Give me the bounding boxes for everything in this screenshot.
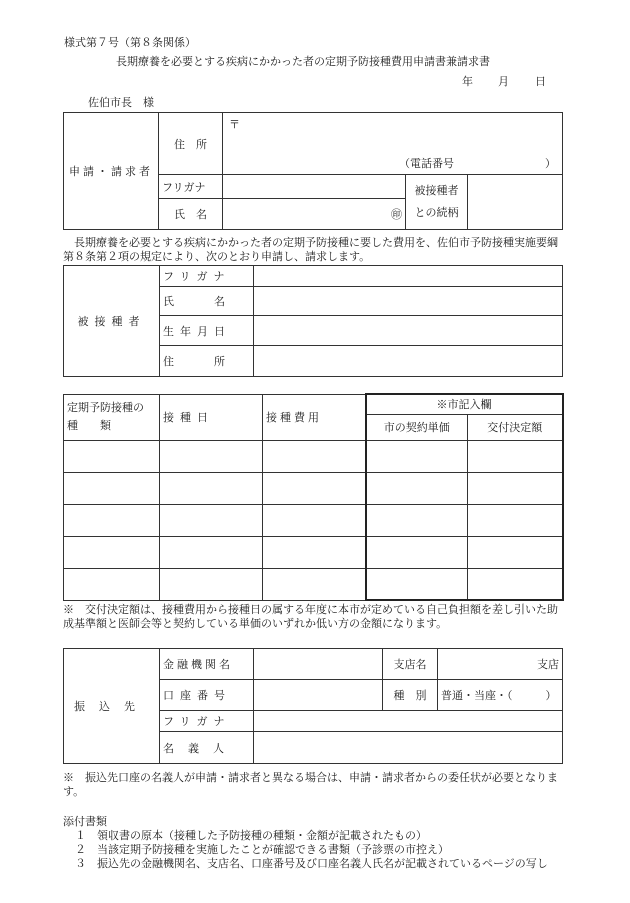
account-number-field[interactable] — [254, 680, 383, 711]
table-row — [64, 504, 563, 536]
unit-price-cell — [366, 440, 468, 472]
form-number: 様式第７号（第８条関係） — [64, 36, 196, 49]
col-vaccine-type-header — [64, 394, 160, 440]
vaccine-type-cell[interactable] — [64, 568, 160, 600]
vaccine-type-cell[interactable] — [64, 472, 160, 504]
applicant-name-field[interactable] — [223, 199, 406, 230]
birth-date-field[interactable] — [254, 316, 563, 346]
branch-suffix: 支店 — [537, 658, 559, 671]
unit-price-cell — [366, 504, 468, 536]
table-row — [64, 440, 563, 472]
col-grant-header: 交付決定額 — [468, 414, 563, 440]
furigana-label: フリガナ — [159, 175, 223, 199]
bank-section-label: 振込先 — [64, 649, 160, 764]
grant-cell — [468, 472, 563, 504]
unit-price-cell — [366, 568, 468, 600]
vaccinee-name-field[interactable] — [254, 287, 563, 316]
bank-name-field[interactable] — [254, 649, 383, 680]
vaccinee-table — [63, 265, 563, 377]
account-number-label: 口座番号 — [160, 680, 254, 711]
note-grant-amount: ※ 交付決定額は、接種費用から接種日の属する年度に本市が定めている自己負担額を差し引いた助成基準額と医師会等と契約している単価のいずれか低い方の金額になります。 — [63, 603, 558, 630]
vaccine-type-cell[interactable] — [64, 440, 160, 472]
holder-field[interactable] — [254, 732, 563, 764]
statement-text: 長期療養を必要とする疾病にかかった者の定期予防接種に要した費用を、佐伯市予防接種実施要綱第８条第２項の規定により、次のとおり申請し、請求します。 — [63, 236, 558, 263]
name-label: 氏 名 — [159, 199, 223, 230]
vaccinee-address-field[interactable] — [254, 346, 563, 377]
vaccination-cost-cell[interactable] — [263, 440, 366, 472]
vaccine-type-cell[interactable] — [64, 504, 160, 536]
relation-field[interactable] — [468, 175, 563, 230]
table-row — [64, 568, 563, 600]
vaccination-date-cell[interactable] — [160, 472, 263, 504]
grant-cell — [468, 568, 563, 600]
vaccination-cost-cell[interactable] — [263, 536, 366, 568]
vaccination-date-cell[interactable] — [160, 536, 263, 568]
col-date-header: 接種日 — [160, 394, 263, 440]
col-unit-price-header: 市の契約単価 — [366, 414, 468, 440]
branch-field[interactable] — [438, 649, 563, 680]
grant-cell — [468, 536, 563, 568]
relation-label-line1: 被接種者 — [414, 184, 459, 197]
city-section-header: ※市記入欄 — [366, 394, 563, 414]
holder-label: 名義人 — [160, 732, 254, 764]
col-cost-header: 接種費用 — [263, 394, 366, 440]
vaccination-date-cell[interactable] — [160, 440, 263, 472]
table-row — [64, 536, 563, 568]
address-label: 住 所 — [159, 113, 223, 175]
relation-label — [406, 175, 468, 230]
bank-name-label: 金融機関名 — [160, 649, 254, 680]
vaccinee-furigana-field[interactable] — [254, 266, 563, 287]
vaccination-cost-cell[interactable] — [263, 504, 366, 536]
form-title: 長期療養を必要とする疾病にかかった者の定期予防接種費用申請書兼請求書 — [116, 55, 490, 68]
grant-cell — [468, 504, 563, 536]
attachment-item: １ 領収書の原本（接種した予防接種の種類・金額が記載されたもの） — [75, 829, 427, 842]
applicant-section-label: 申請・請求者 — [64, 113, 159, 230]
vaccinee-name-label: 氏名 — [160, 287, 254, 316]
bank-table — [63, 648, 563, 764]
unit-price-cell — [366, 472, 468, 504]
table-row — [64, 472, 563, 504]
holder-furigana-field[interactable] — [254, 711, 563, 732]
applicant-address-field[interactable] — [223, 113, 563, 175]
branch-label: 支店名 — [383, 649, 438, 680]
vaccinee-address-label: 住所 — [160, 346, 254, 377]
vaccinee-furigana-label: フリガナ — [160, 266, 254, 287]
date-year-label: 年 — [462, 75, 473, 88]
seal-mark: ㊞ — [391, 208, 402, 221]
vaccination-date-cell[interactable] — [160, 504, 263, 536]
phone-label: （電話番号 — [399, 157, 454, 170]
applicant-table — [63, 112, 563, 230]
phone-close: ） — [545, 157, 556, 170]
addressee: 佐伯市長 様 — [88, 96, 154, 109]
attachment-item: ３ 振込先の金融機関名、支店名、口座番号及び口座名義人氏名が記載されているページの写し — [75, 857, 548, 870]
vaccination-table — [63, 393, 564, 601]
vaccination-cost-cell[interactable] — [263, 568, 366, 600]
attachments-heading: 添付書類 — [63, 815, 107, 828]
relation-label-line2: との続柄 — [414, 206, 459, 219]
birth-date-label: 生年月日 — [160, 316, 254, 346]
date-month-label: 月 — [498, 75, 509, 88]
vaccination-date-cell[interactable] — [160, 568, 263, 600]
vaccinee-section-label: 被接種者 — [64, 266, 160, 377]
unit-price-cell — [366, 536, 468, 568]
col-vaccine-type-line1: 定期予防接種の — [67, 401, 144, 414]
date-day-label: 日 — [535, 75, 546, 88]
attachment-item: ２ 当該定期予防接種を実施したことが確認できる書類（予診票の市控え） — [75, 843, 449, 856]
vaccination-cost-cell[interactable] — [263, 472, 366, 504]
vaccine-type-cell[interactable] — [64, 536, 160, 568]
account-type-field[interactable]: 普通・当座・（ ） — [438, 680, 563, 711]
applicant-furigana-field[interactable] — [223, 175, 406, 199]
account-type-label: 種 別 — [383, 680, 438, 711]
col-vaccine-type-line2: 種 類 — [67, 419, 111, 432]
postal-mark: 〒 — [229, 118, 240, 131]
note-account-holder: ※ 振込先口座の名義人が申請・請求者と異なる場合は、申請・請求者からの委任状が必要となります。 — [63, 771, 558, 798]
holder-furigana-label: フリガナ — [160, 711, 254, 732]
grant-cell — [468, 440, 563, 472]
